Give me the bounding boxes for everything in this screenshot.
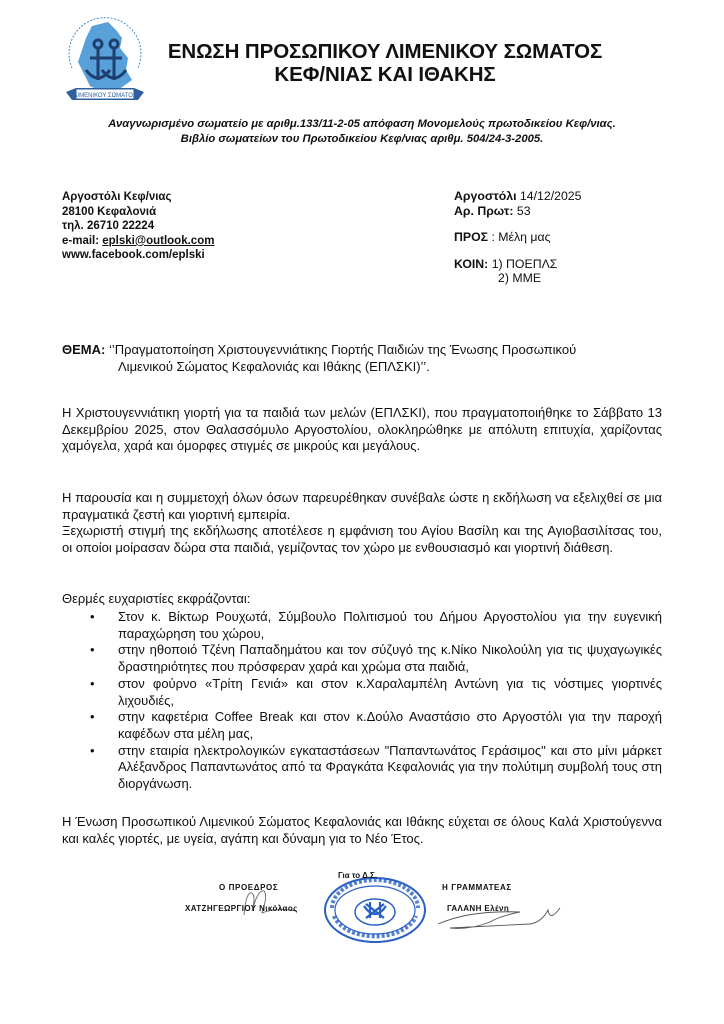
secretary-name: ΓΑΛΑΝΗ Ελένη [447, 904, 510, 913]
recipient-label: ΠΡΟΣ [454, 230, 489, 244]
thanks-item: • στην ηθοποιό Τζένη Παπαδημάτου και τον σύζυγό της κ.Νίκο Νικολούλη για τις ψυχαγωγικές δραστηριότητες που πρόσφεραν χαρά και χρώμα στα παιδιά, [90, 642, 662, 675]
president-title: Ο ΠΡΟΕΔΡΟΣ [219, 883, 279, 892]
closing-paragraph: Η Ένωση Προσωπικού Λιμενικού Σώματος Κεφαλονιάς και Ιθάκης εύχεται σε όλους Καλά Χριστούγεννα και καλές γιορτές, με υγεία, αγάπη και δύναμη για το Νέο Έτος. [62, 814, 662, 846]
secretary-title: Η ΓΡΑΜΜΑΤΕΑΣ [442, 883, 512, 892]
body-paragraph-2b: Ξεχωριστή στιγμή της εκδήλωσης αποτέλεσε η εμφάνιση του Αγίου Βασίλη και της Αγιοβασιλίτσας του, οι οποίοι μοίρασαν δώρα στα παιδιά, γεμίζοντας τον χώρο με ενθουσιασμό και γιορτινή διάθεση. [62, 523, 662, 556]
place-label: Αργοστόλι [454, 189, 517, 203]
protocol-row [454, 204, 581, 219]
subject-text-1: ‘’Πραγματοποίηση Χριστουγεννιάτικης Γιορτής Παιδιών της Ένωσης Προσωπικού [105, 342, 577, 357]
letter-date: 14/12/2025 [516, 189, 582, 203]
recipient-row [454, 230, 581, 245]
thanks-item: • στην εταιρία ηλεκτρολογικών εγκαταστάσεων "Παπαντωνάτος Γεράσιμος" και στο μίνι μάρκετ Αλέξανδρος Παπαντωνάτος από τα Φραγκάτα Κεφαλονιάς για την πολύτιμη συμβολή τους στη διοργάνωση. [90, 742, 662, 792]
bullet-icon: • [90, 742, 95, 758]
subject-block [62, 341, 662, 375]
logo-ribbon-text: ΛΙΜΕΝΙΚΟΥ ΣΩΜΑΤΟΣ [73, 93, 137, 99]
subject-text-2: Λιμενικού Σώματος Κεφαλονιάς και Ιθάκης (ΕΠΛΣΚΙ)’’. [118, 359, 430, 374]
association-stamp [320, 872, 430, 944]
thanks-item: • στον φούρνο «Τρίτη Γενιά» και στον κ.Χαραλαμπέλη Αντώνη για τις νόστιμες γιορτινές λιχουδιές, [90, 675, 662, 708]
body-paragraph-2a: Η παρουσία και η συμμετοχή όλων όσων παρευρέθηκαν συνέβαλε ώστε η εκδήλωση να εξελιχθεί σε μια πραγματικά ζεστή και γιορτινή εμπειρία. [62, 490, 662, 522]
for-board-label: Για το Δ.Σ. [338, 871, 378, 880]
sender-address-block [62, 190, 214, 263]
thanks-item: • στην καφετέρια Coffee Break και στον κ.Δούλο Αναστάσιο στο Αργοστόλι για την παροχή καφέδων στα μέλη μας, [90, 709, 662, 741]
body-paragraph-2 [62, 490, 662, 557]
thanks-list [88, 609, 662, 793]
sender-email-row [62, 234, 214, 249]
sender-city: Αργοστόλι Κεφ/νιας [62, 191, 172, 203]
subject-line1 [62, 341, 662, 358]
organization-title-line1: ΕΝΩΣΗ ΠΡΟΣΩΠΙΚΟΥ ΛΙΜΕΝΙΚΟΥ ΣΩΜΑΤΟΣ [167, 40, 603, 63]
sender-phone: τηλ. 26710 22224 [62, 220, 155, 233]
secretary-signature-scribble [430, 900, 570, 934]
cc-label: ΚΟΙΝ: [454, 256, 489, 271]
bullet-icon: • [90, 675, 95, 691]
thanks-item: • Στον κ. Βίκτωρ Ρουχωτά, Σύμβουλο Πολιτισμού του Δήμου Αργοστολίου για την ευγενική παραχώρηση του χώρου, [90, 609, 662, 641]
date-row [454, 189, 581, 204]
organization-logo [62, 8, 148, 108]
registry-line1: Αναγνωρισμένο σωματείο με αριθμ.133/11-2-05 απόφαση Μονομελούς πρωτοδικείου Κεφ/νιας. [108, 118, 616, 130]
letter-meta-block [454, 189, 581, 286]
cc-item-1: 1) ΠΟΕΠΛΣ [488, 256, 558, 271]
cc-item-2: 2) ΜΜΕ [498, 271, 542, 285]
stamp-seal-icon [320, 872, 430, 944]
bullet-icon: • [90, 709, 95, 725]
registry-info [60, 117, 664, 147]
organization-title [150, 40, 620, 86]
sender-postal: 28100 Κεφαλονιά [62, 205, 157, 218]
protocol-label: Αρ. Πρωτ: [454, 203, 514, 218]
cc-row [454, 257, 581, 272]
email-link[interactable]: eplski@outlook.com [102, 234, 215, 247]
bullet-icon: • [90, 609, 95, 624]
subject-label: ΘΕΜΑ: [62, 342, 106, 357]
president-name: ΧΑΤΖΗΓΕΩΡΓΙΟΥ Νικόλαος [185, 904, 298, 913]
organization-title-line2: ΚΕΦ/ΝΙΑΣ ΚΑΙ ΙΘΑΚΗΣ [274, 63, 496, 86]
bullet-icon: • [90, 642, 95, 658]
registry-line2: Βιβλίο σωματείων του Πρωτοδικείου Κεφ/νιας αριθμ. 504/24-3-2005. [180, 133, 544, 145]
anchor-emblem-icon [62, 8, 148, 108]
facebook-link[interactable]: www.facebook.com/eplski [62, 249, 205, 262]
protocol-number: 53 [513, 203, 531, 218]
email-label: e-mail: [62, 234, 103, 247]
thanks-intro: Θερμές ευχαριστίες εκφράζονται: [62, 591, 251, 606]
recipient-value: : Μέλη μας [488, 230, 551, 244]
body-paragraph-1: Η Χριστουγεννιάτικη γιορτή για τα παιδιά των μελών (ΕΠΛΣΚΙ), που πραγματοποιήθηκε το Σάββατο 13 Δεκεμβρίου 2025, στον Θαλασσόμυλο Αργοστολίου, ολοκληρώθηκε με απόλυτη επιτυχία, χαρίζοντας χαμόγελα, χαρά και όμορφες στιγμές σε μικρούς και μεγάλους. [62, 405, 662, 454]
